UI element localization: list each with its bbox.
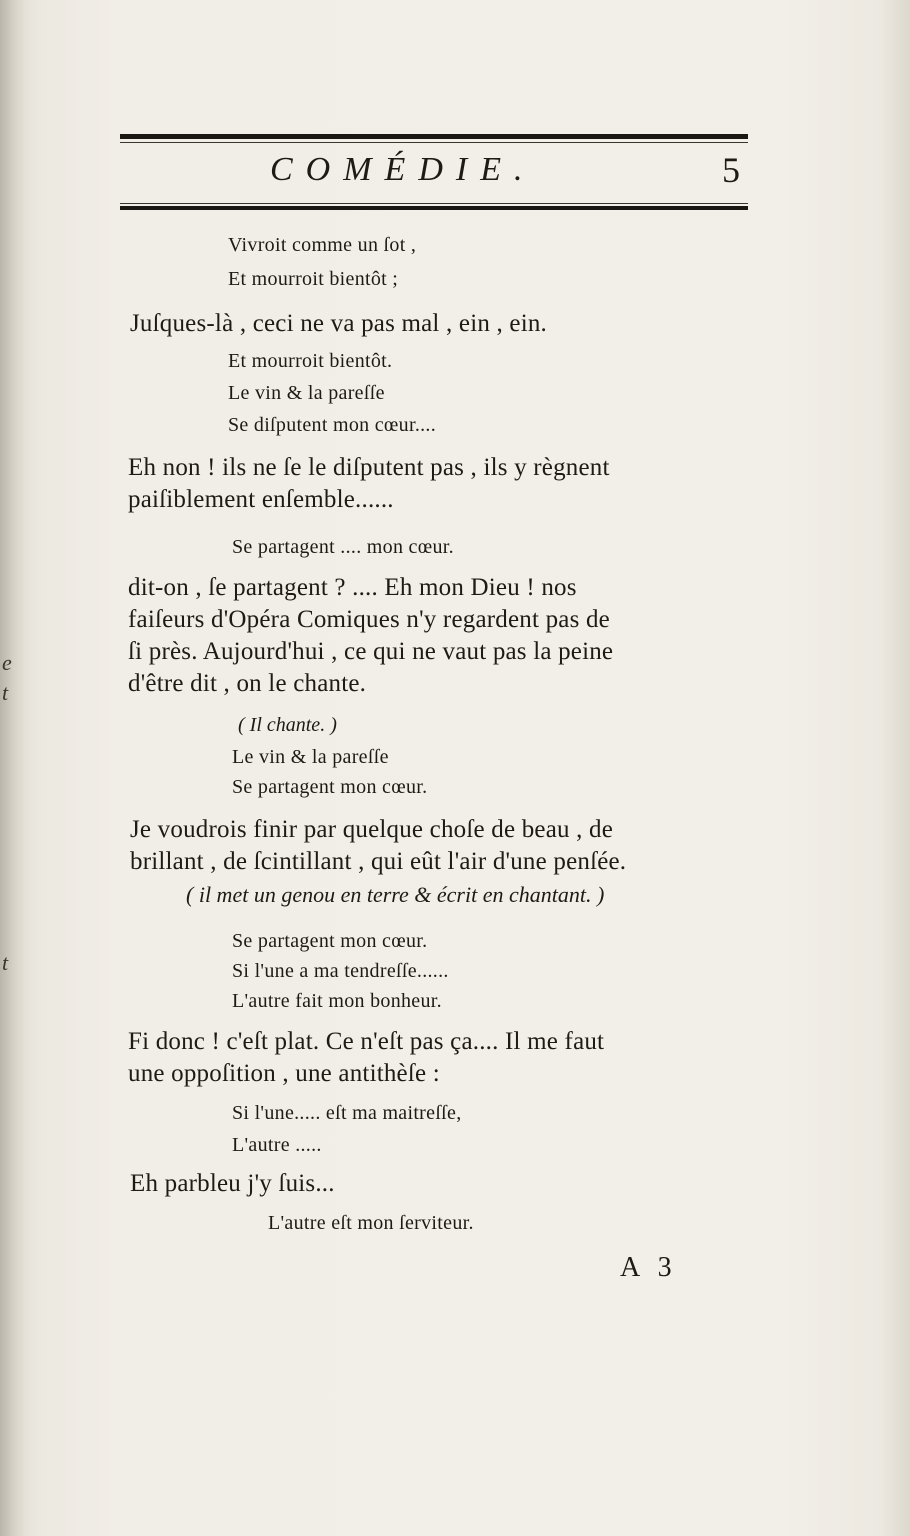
prose-line: une oppoſition , une antithèſe : [128,1060,440,1087]
verse-line: Se partagent mon cœur. [232,776,428,798]
verse-line: Le vin & la pareſſe [228,382,385,404]
prose-line: dit-on , ſe partagent ? .... Eh mon Dieu ! nos [128,574,577,601]
page-number: 5 [722,150,740,190]
verse-line: Si l'une..... eſt ma maitreſſe, [232,1102,462,1124]
verse-line: Vivroit comme un ſot , [228,234,417,256]
verse-line: L'autre ..... [232,1134,322,1156]
prose-line: brillant , de ſcintillant , qui eût l'air d'une penſée. [130,848,627,875]
verse-line: Et mourroit bientôt. [228,350,393,372]
header-rule-bottom-thin [120,203,748,204]
prose-line: Fi donc ! c'eſt plat. Ce n'eſt pas ça.... Il me faut [128,1028,605,1055]
prose-line: faiſeurs d'Opéra Comiques n'y regardent pas de [128,606,610,633]
prose-line: Eh parbleu j'y ſuis... [130,1170,335,1197]
book-gutter [0,0,26,1536]
margin-mark: t [2,680,9,705]
prose-line: paiſiblement enſemble...... [128,486,394,513]
margin-mark: t [2,950,9,975]
prose-line: ſi près. Aujourd'hui , ce qui ne vaut pas la peine [128,638,614,665]
verse-line: L'autre eſt mon ſerviteur. [268,1212,474,1234]
verse-line: L'autre fait mon bonheur. [232,990,442,1012]
prose-line: d'être dit , on le chante. [128,670,367,697]
verse-line: Le vin & la pareſſe [232,746,389,768]
signature-mark: A 3 [620,1252,678,1283]
header-rule-top-thin [120,142,748,143]
stage-direction: ( il met un genou en terre & écrit en chantant. ) [186,882,605,907]
prose-line: Je voudrois finir par quelque choſe de beau , de [130,816,614,843]
header-rule-top [120,134,748,139]
prose-line: Eh non ! ils ne ſe le diſputent pas , ils y règnent [128,454,610,481]
verse-line: Se diſputent mon cœur.... [228,414,437,436]
verse-line: Si l'une a ma tendreſſe...... [232,960,449,982]
verse-line: Et mourroit bientôt ; [228,268,399,290]
header-rule-bottom [120,206,748,210]
margin-mark: e [2,650,12,675]
prose-line: Juſques-là , ceci ne va pas mal , ein , ein. [130,310,547,337]
running-head-title: COMÉDIE. [270,151,536,188]
stage-direction: ( Il chante. ) [238,714,337,736]
verse-line: Se partagent mon cœur. [232,930,428,952]
verse-line: Se partagent .... mon cœur. [232,536,454,558]
